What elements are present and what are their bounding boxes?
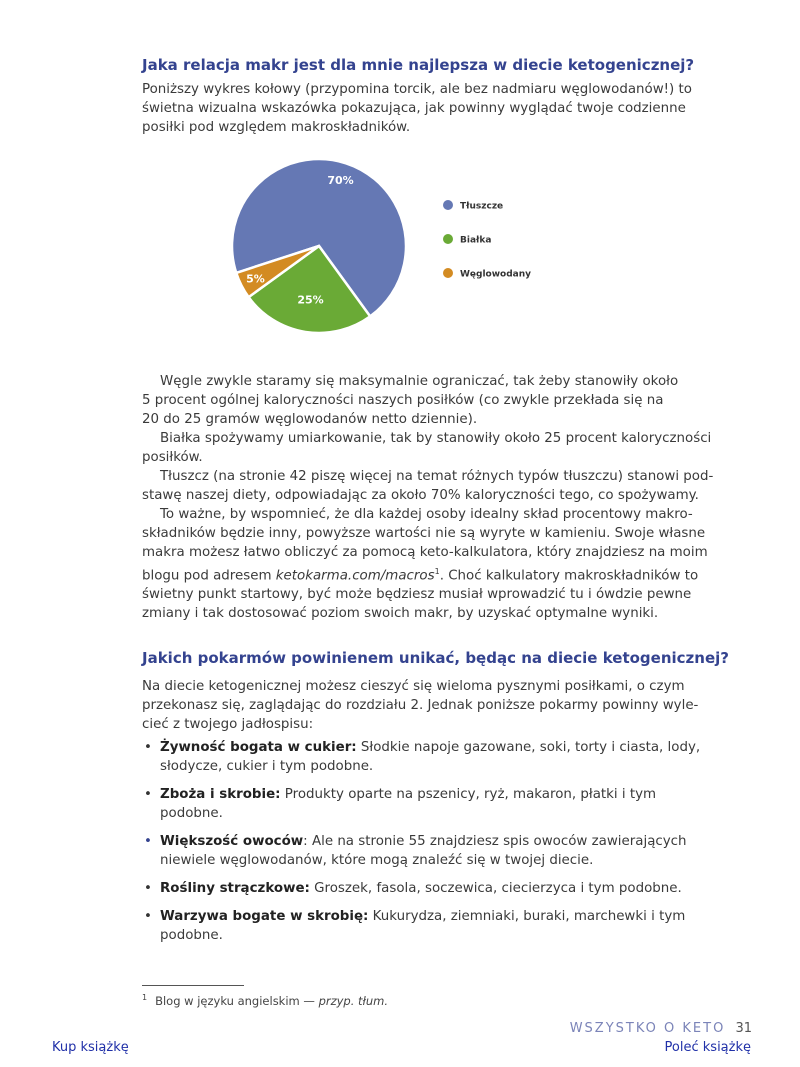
- section-heading-avoid-foods: Jakich pokarmów powinienem unikać, będąc na diecie ketogenicznej?: [142, 649, 729, 667]
- page-number: 31: [735, 1021, 752, 1036]
- bullet-icon: •: [144, 834, 152, 849]
- legend-label-0: Tłuszcze: [460, 201, 504, 212]
- bullet-icon: •: [144, 881, 152, 896]
- bullet-icon: •: [144, 909, 152, 924]
- blog-url: ketokarma.com/macros: [275, 568, 435, 584]
- list-item-legumes: • Rośliny strączkowe: Groszek, fasola, soczewica, ciecierzyca i tym podobne.: [144, 881, 682, 896]
- footnote: $^1$ Blog w języku angielskim — przyp. tłum.: [142, 993, 389, 1008]
- intro-paragraph: Poniższy wykres kołowy (przypomina torcik, ale bez nadmiaru węglowodanów!) to świetna wizualna wskazówka pokazująca, jak powinny wyglądać twoje codzienne posiłki pod względem makroskładników.: [142, 82, 692, 135]
- footnote-divider: [142, 985, 244, 986]
- protein-paragraph: Białka spożywamy umiarkowanie, tak by stanowiły około 25 procent kaloryczności posiłków.: [142, 431, 712, 465]
- list-item-starchy-vegetables: • Warzywa bogate w skrobię: Kukurydza, ziemniaki, buraki, marchewki i tym podobne.: [144, 909, 686, 943]
- list-item-fruits: • Większość owoców: Ale na stronie 55 znajdziesz spis owoców zawierających niewiele węglowodanów, które mogą znaleźć się w twojej diecie.: [144, 834, 687, 868]
- legend-label-1: Białka: [460, 235, 492, 246]
- running-footer: [570, 1021, 752, 1036]
- pie-data-label-2: 5%: [246, 272, 265, 286]
- carbs-paragraph: Węgle zwykle staramy się maksymalnie ograniczać, tak żeby stanowiły około 5 procent ogólnej kaloryczności naszych posiłków (co zwykle przekłada się na 20 do 25 gramów węglowodanów netto dziennie).: [142, 374, 679, 427]
- fat-paragraph: Tłuszcz (na stronie 42 piszę więcej na temat różnych typów tłuszczu) stanowi pod- stawę naszej diety, odpowiadając za około 70% kaloryczności tego, co spożywamy.: [142, 469, 714, 503]
- footnote-mark: 1: [142, 993, 148, 1002]
- list-item-grains: • Zboża i skrobie: Produkty oparte na pszenicy, ryż, makaron, płatki i tym podobne.: [144, 787, 657, 821]
- legend-label-2: Węglowodany: [460, 269, 532, 280]
- pie-data-label-1: 25%: [297, 293, 324, 307]
- legend-swatch-2: [443, 268, 453, 278]
- bullet-icon: •: [144, 740, 152, 755]
- buy-book-link[interactable]: Kup książkę: [52, 1040, 129, 1055]
- pie-chart-svg: [230, 150, 590, 350]
- section-heading-macros: Jaka relacja makr jest dla mnie najlepsza w diecie ketogenicznej?: [142, 56, 695, 74]
- recommend-book-link[interactable]: Poleć książkę: [664, 1040, 751, 1055]
- avoid-intro-paragraph: Na diecie ketogenicznej możesz cieszyć się wieloma pysznymi posiłkami, o czym przekonasz się, zaglądając do rozdziału 2. Jednak poniższe pokarmy powinny wyle- cieć z twojego jadłospisu:: [142, 679, 699, 732]
- blog-line: blogu pod adresem ketokarma.com/macros$^1$. Choć kalkulatory makroskładników to: [142, 567, 699, 584]
- running-title: WSZYSTKO O KETO: [569, 1021, 726, 1036]
- legend-swatch-1: [443, 234, 453, 244]
- pie-data-label-0: 70%: [327, 173, 354, 187]
- macros-calculator-paragraph: To ważne, by wspomnieć, że dla każdej osoby idealny skład procentowy makro- składników będzie inny, powyższe wartości nie są wyryte w kamieniu. Swoje własne makra możesz łatwo obliczyć za pomocą keto-kalkulatora, który znajdziesz na moim blogu pod adresem ketokarma.com/macros$^1$. Choć kalkulatory makroskładników to świetny punkt startowy, być może będziesz musiał wprowadzić tu i ówdzie pewne zmiany i tak dostosować poziom swoich makr, by uzyskać optymalne wyniki.: [142, 507, 708, 622]
- avoid-foods-list: [142, 738, 712, 954]
- footnote-ref: 1: [434, 567, 440, 576]
- macro-pie-chart: [230, 150, 590, 350]
- list-item-sugar: • Żywność bogata w cukier: Słodkie napoje gazowane, soki, torty i ciasta, lody, słodycze, cukier i tym podobne.: [144, 740, 701, 774]
- legend-swatch-0: [443, 200, 453, 210]
- bullet-icon: •: [144, 787, 152, 802]
